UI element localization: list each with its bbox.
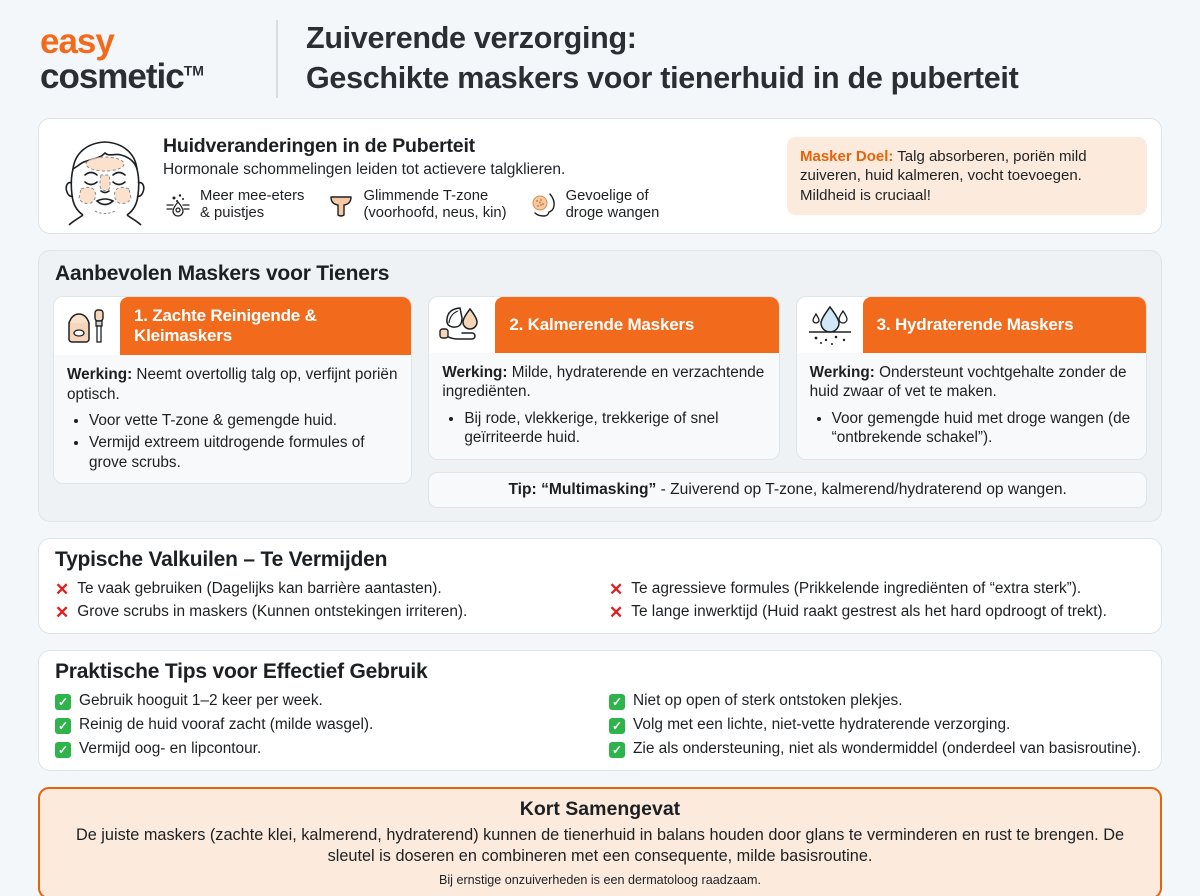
mask-card-body: [797, 353, 1146, 459]
skin-changes-heading: Huidveranderingen in de Puberteit: [163, 135, 475, 157]
pitfall-item: [609, 580, 1145, 599]
tip-text: Volg met een lichte, niet-vette hydraterende verzorging.: [633, 716, 1011, 734]
pitfall-item: [55, 603, 591, 622]
mask-bullet: • Voor vette T-zone & gemengde huid.: [89, 411, 398, 430]
mask-working-label: Werking:: [442, 364, 508, 381]
tip-text: Reinig de huid vooraf zacht (milde wasgel).: [79, 716, 374, 734]
pitfall-text: Te agressieve formules (Prikkelende ingrediënten of “extra sterk”).: [631, 579, 1082, 597]
mask-card-body: [54, 355, 411, 483]
mask-card-title: 2. Kalmerende Maskers: [495, 297, 778, 353]
brand-logo: [40, 24, 270, 94]
mask-cards-row: [53, 296, 1147, 508]
pitfall-text: Te lange inwerktijd (Huid raakt gestrest als het hard opdroogt of trekt).: [631, 603, 1107, 621]
mask-column: [796, 296, 1147, 460]
tips-columns: [55, 687, 1145, 758]
page-title-line1: Zuiverende verzorging:: [306, 21, 637, 56]
face-zones-icon: [57, 131, 153, 231]
summary-note: Bij ernstige onzuiverheden is een dermatoloog raadzaam.: [438, 872, 762, 887]
check-icon: ✓: [609, 694, 625, 710]
pitfall-text: Grove scrubs in maskers (Kunnen ontstekingen irriteren).: [77, 603, 468, 621]
cross-icon: ✕: [609, 603, 624, 623]
pitfall-item: [55, 580, 591, 599]
pitfall-text: Te vaak gebruiken (Dagelijks kan barrière aantasten).: [77, 579, 442, 597]
mask-card-header: [429, 297, 778, 353]
brand-trademark: TM: [183, 62, 204, 79]
page-title: [306, 19, 1018, 98]
mask-working-text: Werking: Neemt overtollig talg op, verfijnt poriën optisch.: [67, 366, 398, 403]
mask-column: [428, 296, 779, 460]
skin-changes-subtitle: Hormonale schommelingen leiden tot actievere talgklieren.: [163, 161, 566, 178]
tip-item: [609, 716, 1145, 735]
mask-goal-box: [787, 137, 1147, 216]
skin-symptom-label: Glimmende T-zone (voorhoofd, neus, kin): [363, 188, 507, 222]
mask-card-3: [796, 296, 1147, 460]
mask-goal-text: Talg absorberen, poriën mild zuiveren, huid kalmeren, vocht toevoegen. Mildheid is cruciaal!: [800, 147, 1087, 204]
clay-jar-brush-icon: [54, 297, 120, 355]
tip-item: [609, 740, 1145, 759]
mask-card-body: [429, 353, 778, 459]
skin-changes-card: [38, 118, 1162, 234]
mask-bullet-list: [75, 411, 398, 472]
mask-working-text: Werking: Ondersteunt vochtgehalte zonder de huid zwaar of vet te maken.: [809, 364, 1127, 401]
brand-logo-easy: easy: [40, 22, 114, 61]
pitfalls-card: [38, 538, 1162, 635]
check-icon: ✓: [609, 718, 625, 734]
mask-column: [53, 296, 412, 484]
skin-symptom-label: Meer mee-eters & puistjes: [200, 188, 305, 222]
mask-working-text: Werking: Milde, hydraterende en verzachtende ingrediënten.: [442, 364, 765, 401]
recommended-masks-section: [38, 250, 1162, 522]
mask-card-2: [428, 296, 779, 460]
mask-cards-subrow: [428, 296, 1147, 460]
practical-tips-card: [38, 650, 1162, 770]
pitfalls-column-right: [591, 575, 1145, 623]
check-icon: ✓: [55, 694, 71, 710]
cross-icon: ✕: [55, 579, 70, 599]
mask-bullet-list: [450, 409, 765, 448]
mask-card-title: 1. Zachte Reinigende & Kleimaskers: [120, 297, 411, 355]
cross-icon: ✕: [55, 603, 70, 623]
summary-box: [38, 787, 1162, 896]
summary-heading: Kort Samengevat: [519, 797, 681, 820]
hand-leaf-drop-icon: [429, 297, 495, 353]
skin-changes-text: [157, 129, 787, 223]
mask-card-header: [797, 297, 1146, 353]
skin-symptom-list: [163, 188, 787, 223]
mask-goal-label: Masker Doel:: [800, 147, 894, 165]
shiny-tzone-icon: [326, 190, 356, 220]
tips-column-right: [591, 687, 1145, 758]
mask-card-header: [54, 297, 411, 355]
multimasking-tip-label: Tip: “Multimasking”: [508, 480, 657, 498]
skin-symptom-label: Gevoelige of droge wangen: [565, 188, 660, 222]
check-icon: ✓: [55, 718, 71, 734]
mask-bullet: • Vermijd extreem uitdrogende formules of grove scrubs.: [89, 433, 398, 472]
skin-symptom-item: [529, 188, 660, 223]
cross-icon: ✕: [609, 579, 624, 599]
mask-bullet: • Bij rode, vlekkerige, trekkerige of snel geïrriteerde huid.: [464, 409, 765, 448]
check-icon: ✓: [609, 742, 625, 758]
header: [38, 0, 1162, 118]
tip-item: [55, 716, 591, 735]
header-divider: [276, 20, 278, 98]
brand-logo-cosmetic: cosmetic™: [40, 57, 204, 96]
pitfalls-columns: [55, 575, 1145, 623]
tip-item: [55, 692, 591, 711]
water-drops-hydration-icon: [797, 297, 863, 353]
tip-text: Vermijd oog- en lipcontour.: [79, 739, 262, 757]
pores-blackheads-icon: [163, 190, 193, 220]
tip-text: Zie als ondersteuning, niet als wondermiddel (onderdeel van basisroutine).: [633, 739, 1142, 757]
recommended-masks-heading: Aanbevolen Maskers voor Tieners: [55, 262, 390, 285]
pitfalls-column-left: [55, 575, 591, 623]
tip-item: [55, 740, 591, 759]
mask-bullet: • Voor gemengde huid met droge wangen (de “ontbrekende schakel”).: [832, 409, 1133, 448]
sensitive-cheek-icon: [529, 190, 559, 220]
mask-columns-right: [428, 296, 1147, 508]
mask-card-1: [53, 296, 412, 484]
tip-item: [609, 692, 1145, 711]
multimasking-tip-text: - Zuiverend op T-zone, kalmerend/hydraterend op wangen.: [656, 480, 1067, 498]
tip-text: Gebruik hooguit 1–2 keer per week.: [79, 692, 323, 710]
summary-text: De juiste maskers (zachte klei, kalmerend, hydraterend) kunnen de tienerhuid in balans houden door glans te verminderen en rust te brengen. De sleutel is doseren en combineren met een consequente, milde basisroutine.: [75, 825, 1125, 865]
face-illustration: [53, 129, 157, 231]
multimasking-tip: [428, 472, 1147, 508]
mask-card-title: 3. Hydraterende Maskers: [863, 297, 1146, 353]
pitfalls-heading: Typische Valkuilen – Te Vermijden: [55, 547, 388, 571]
skin-symptom-item: [326, 188, 506, 223]
mask-working-label: Werking:: [809, 364, 875, 381]
pitfall-item: [609, 603, 1145, 622]
tips-column-left: [55, 687, 591, 758]
tip-text: Niet op open of sterk ontstoken plekjes.: [633, 692, 903, 710]
skin-symptom-item: [163, 188, 304, 223]
practical-tips-heading: Praktische Tips voor Effectief Gebruik: [55, 660, 428, 684]
page-title-line2: Geschikte maskers voor tienerhuid in de puberteit: [306, 61, 1019, 95]
mask-bullet-list: [818, 409, 1133, 448]
check-icon: ✓: [55, 742, 71, 758]
mask-working-label: Werking:: [67, 366, 133, 384]
